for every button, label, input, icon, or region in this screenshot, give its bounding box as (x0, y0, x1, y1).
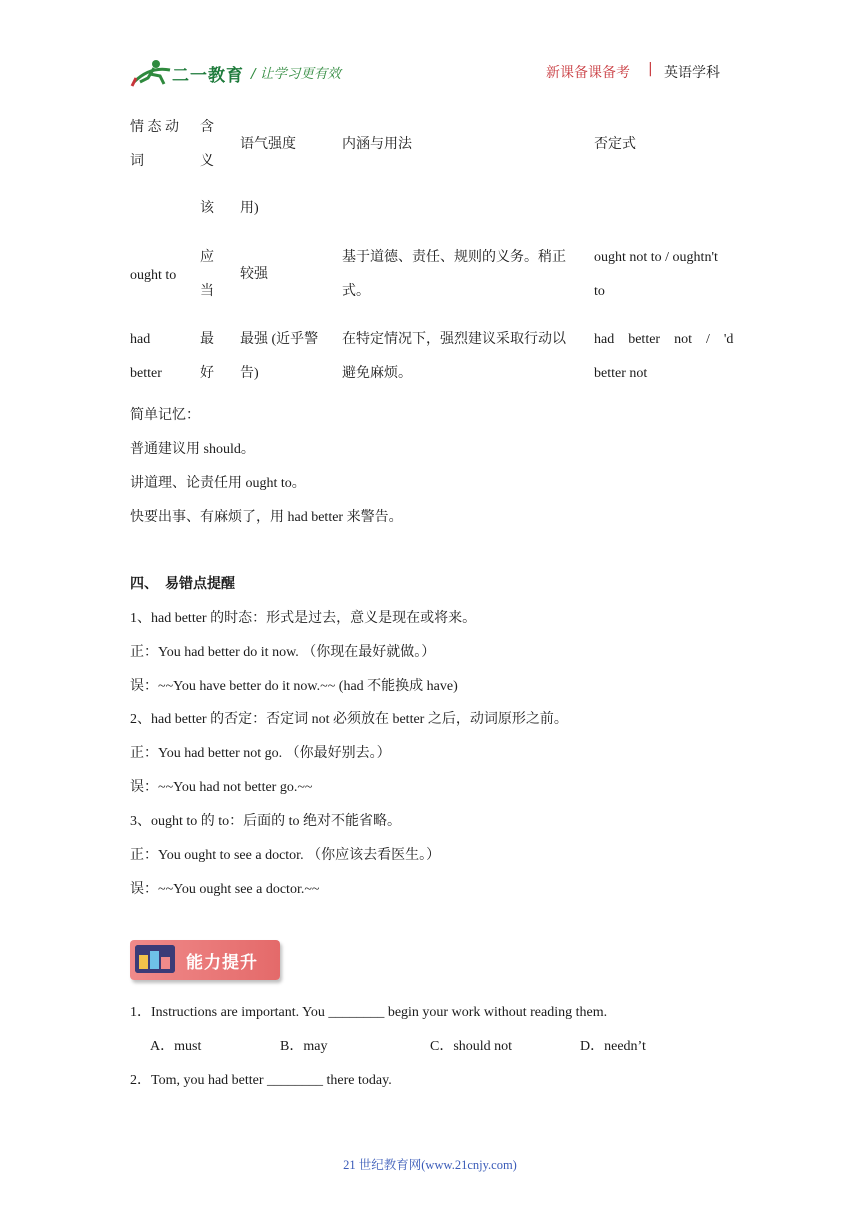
table-row0-col3: 用) (240, 201, 259, 216)
table-row1-col1: ought to (130, 268, 177, 283)
table-header-col4: 内涵与用法 (342, 137, 412, 152)
question-1: 1．Instructions are important. You ________ begin your work without reading them. (130, 1005, 608, 1020)
table-row1-col5-line1: ought not to / oughtn't (594, 250, 718, 265)
memo-title: 简单记忆： (130, 408, 200, 423)
header-subject: 英语学科 (664, 65, 720, 81)
section-title: 四、 易错点提醒 (130, 577, 235, 592)
table-row1-col4-line2: 式。 (342, 284, 370, 299)
table-row2-col5-line1: had better not / 'd (594, 332, 734, 347)
section-line: 3、ought to 的 to：后面的 to 绝对不能省略。 (130, 814, 402, 829)
table-header-col1-line2: 词 (130, 154, 144, 169)
table-header-col3: 语气强度 (240, 137, 296, 152)
section-line: 正：You had better not go. （你最好别去。） (130, 746, 391, 761)
table-row2-col4-line2: 避免麻烦。 (342, 366, 412, 381)
table-row2-col3-line2: 告) (240, 366, 259, 381)
table-row2-col4-line1: 在特定情况下，强烈建议采取行动以 (342, 332, 566, 347)
table-row2-col1-line1: had (130, 332, 151, 347)
table-row2-col5-line2: better not (594, 366, 648, 381)
table-header-col2-line2: 义 (200, 154, 214, 169)
memo-line: 讲道理、论责任用 ought to。 (130, 476, 306, 491)
blocks-icon (135, 945, 175, 973)
table-row1-col3: 较强 (240, 267, 268, 282)
header-right-text: 新课备课备考 (546, 65, 630, 81)
section-line: 误：~~You ought see a doctor.~~ (130, 882, 320, 897)
table-header-col2-line1: 含 (200, 120, 214, 135)
table-row2-col1-line2: better (130, 366, 162, 381)
footer-link[interactable]: 21 世纪教育网(www.21cnjy.com) (343, 1158, 517, 1172)
table-row0-col2: 该 (200, 201, 214, 216)
table-row1-col4-line1: 基于道德、责任、规则的义务。稍正 (342, 250, 566, 265)
table-row1-col5-line2: to (594, 284, 605, 299)
section-line: 正：You ought to see a doctor. （你应该去看医生。） (130, 848, 441, 863)
badge-label: 能力提升 (186, 953, 258, 973)
table-row2-col2-line2: 好 (200, 366, 214, 381)
header-separator: | (648, 61, 653, 77)
memo-line: 普通建议用 should。 (130, 442, 255, 457)
memo-line: 快要出事、有麻烦了，用 had better 来警告。 (130, 510, 403, 525)
header-slogan: / 让学习更有效 (251, 66, 341, 82)
question-2: 2．Tom, you had better ________ there today. (130, 1073, 392, 1088)
table-header-col1-line1: 情 态 动 (130, 120, 179, 135)
section-line: 误：~~You had not better go.~~ (130, 780, 313, 795)
logo-text: 二一教育 (172, 66, 244, 86)
table-header-col5: 否定式 (594, 137, 636, 152)
section-line: 正：You had better do it now. （你现在最好就做。） (130, 645, 436, 660)
option-a: A．must (150, 1039, 202, 1054)
option-c: C．should not (430, 1039, 513, 1054)
option-b: B．may (280, 1039, 328, 1054)
table-row1-col2-line1: 应 (200, 250, 214, 265)
option-d: D．needn’t (580, 1039, 646, 1054)
section-line: 1、had better 的时态：形式是过去，意义是现在或将来。 (130, 611, 477, 626)
table-row1-col2-line2: 当 (200, 284, 214, 299)
section-line: 误：~~You have better do it now.~~ (had 不能换成 have) (130, 679, 458, 694)
table-row2-col3-line1: 最强 (近乎警 (240, 332, 319, 347)
section-line: 2、had better 的否定：否定词 not 必须放在 better 之后，动词原形之前。 (130, 712, 568, 727)
table-row2-col2-line1: 最 (200, 332, 214, 347)
